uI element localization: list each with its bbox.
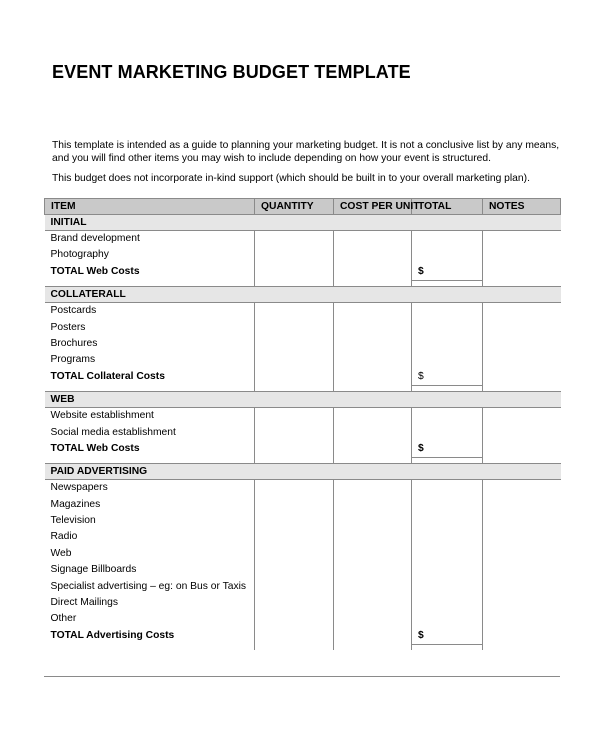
- list-item: Direct Mailings: [50, 597, 119, 609]
- table-header-row: [45, 199, 561, 215]
- list-item: Other: [50, 613, 77, 625]
- section-total-label: TOTAL Web Costs: [50, 442, 140, 454]
- section-body-row: [45, 408, 561, 464]
- notes-cell[interactable]: [483, 408, 561, 464]
- total-underline: [412, 644, 482, 645]
- list-item: Posters: [50, 321, 86, 333]
- list-item: Magazines: [50, 498, 101, 510]
- section-title: COLLATERALL: [45, 287, 561, 303]
- header-cost-per-unit: COST PER UNIT: [334, 199, 412, 215]
- intro-text: [52, 139, 562, 185]
- list-item: Specialist advertising – eg: on Bus or Taxis: [50, 580, 247, 592]
- section-title: WEB: [45, 392, 561, 408]
- section-total-value: $: [418, 442, 424, 454]
- intro-paragraph: This budget does not incorporate in-kind support (which should be built in to your overall marketing plan).: [52, 173, 530, 184]
- section-header-row: [45, 392, 561, 408]
- list-item: Postcards: [50, 305, 97, 317]
- list-item: Signage Billboards: [50, 564, 137, 576]
- table-body: [45, 215, 561, 651]
- notes-cell[interactable]: [483, 231, 561, 287]
- section-header-row: [45, 215, 561, 231]
- total-underline: [412, 280, 482, 281]
- total-cell[interactable]: [412, 231, 483, 287]
- quantity-cell[interactable]: [255, 303, 334, 392]
- list-item: Brochures: [50, 337, 98, 349]
- list-item: Social media establishment: [50, 426, 176, 438]
- quantity-cell[interactable]: [255, 408, 334, 464]
- cost-per-unit-cell[interactable]: [334, 303, 412, 392]
- section-total-label: TOTAL Collateral Costs: [50, 370, 165, 382]
- header-total: TOTAL: [412, 199, 483, 215]
- table-bottom-border: [44, 676, 560, 677]
- list-item: Website establishment: [50, 410, 154, 422]
- item-list: [45, 303, 255, 392]
- total-underline: [412, 385, 482, 386]
- cost-per-unit-cell[interactable]: [334, 408, 412, 464]
- item-list: [45, 231, 255, 287]
- section-header-row: [45, 464, 561, 480]
- section-title: PAID ADVERTISING: [45, 464, 561, 480]
- total-underline: [412, 457, 482, 458]
- total-cell[interactable]: [412, 303, 483, 392]
- section-total-value: $: [418, 629, 424, 641]
- list-item: Brand development: [50, 233, 140, 244]
- quantity-cell[interactable]: [255, 480, 334, 650]
- section-body-row: [45, 231, 561, 287]
- list-item: Television: [50, 515, 96, 527]
- header-notes: NOTES: [483, 199, 561, 215]
- section-total-value: $: [418, 265, 424, 277]
- section-body-row: [45, 303, 561, 392]
- section-body-row: [45, 480, 561, 650]
- header-quantity: QUANTITY: [255, 199, 334, 215]
- document-title: EVENT MARKETING BUDGET TEMPLATE: [52, 62, 411, 82]
- section-total-label: TOTAL Web Costs: [50, 265, 140, 277]
- section-title: INITIAL: [45, 215, 561, 231]
- intro-paragraph: This template is intended as a guide to planning your marketing budget. It is not a conclusive list by any means, and you will find other items you may wish to include depending on how your event is structured.: [52, 140, 560, 164]
- list-item: Web: [50, 547, 72, 559]
- list-item: Programs: [50, 354, 96, 366]
- cost-per-unit-cell[interactable]: [334, 231, 412, 287]
- quantity-cell[interactable]: [255, 231, 334, 287]
- list-item: Radio: [50, 531, 78, 543]
- total-cell[interactable]: [412, 480, 483, 650]
- total-cell[interactable]: [412, 408, 483, 464]
- section-total-value: $: [418, 370, 424, 382]
- budget-table: [44, 198, 561, 650]
- list-item: Photography: [50, 249, 109, 261]
- item-list: [45, 480, 255, 650]
- list-item: Newspapers: [50, 482, 108, 494]
- header-item: ITEM: [45, 199, 255, 215]
- item-list: [45, 408, 255, 464]
- section-total-label: TOTAL Advertising Costs: [50, 629, 175, 641]
- section-header-row: [45, 287, 561, 303]
- notes-cell[interactable]: [483, 303, 561, 392]
- notes-cell[interactable]: [483, 480, 561, 650]
- cost-per-unit-cell[interactable]: [334, 480, 412, 650]
